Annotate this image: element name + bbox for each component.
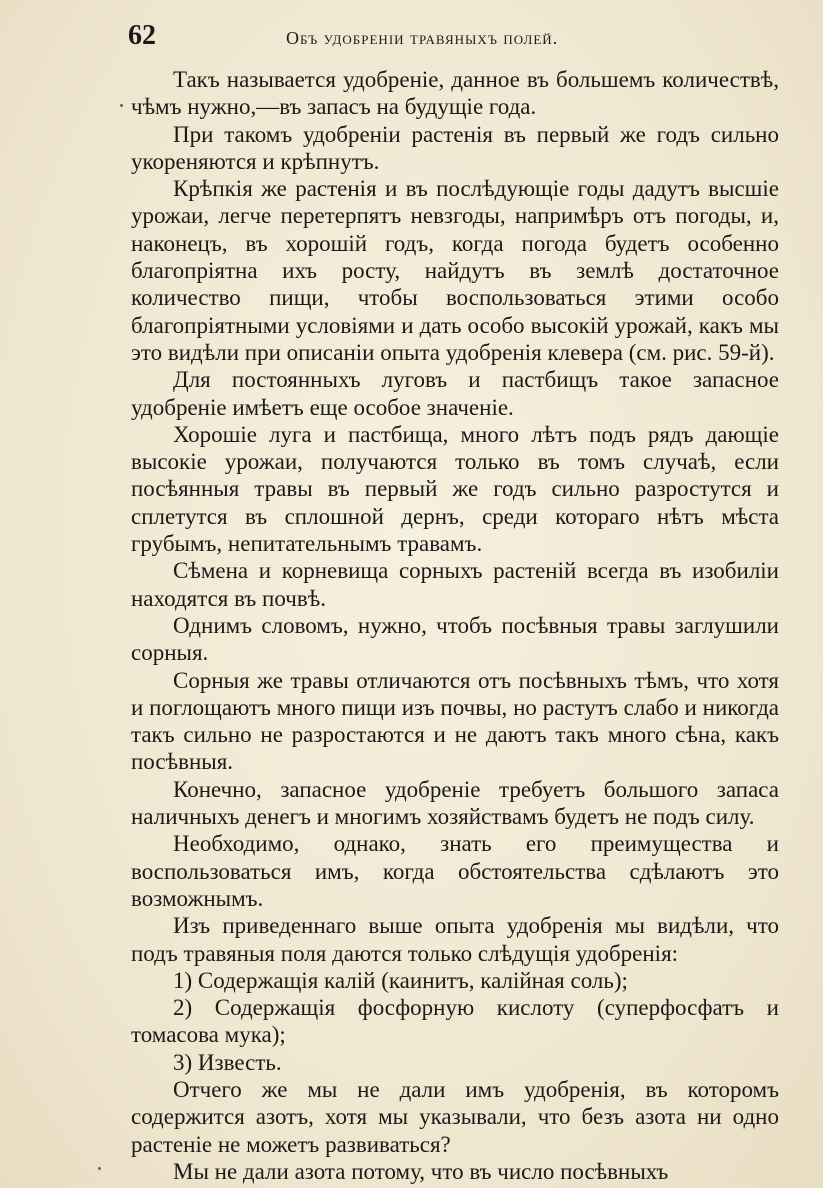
paragraph: Для постоянныхъ луговъ и пастбищъ такое запасное удобреніе имѣетъ еще особое значеніе.	[131, 367, 779, 420]
paragraph: Крѣпкія же растенія и въ послѣдующіе годы дадутъ высшіе урожаи, легче перетерпятъ невзгоды, напримѣръ отъ погоды, и, наконецъ, въ хорошій годъ, когда погода будетъ особенно благопріятна ихъ росту, найдутъ въ землѣ достаточное количество пищи, чтобы воспользоваться этими особо благопріятными условіями и дать особо высокій урожай, какъ мы это видѣли при описаніи опыта удобренія клевера (см. рис. 59-й).	[131, 176, 779, 365]
page-header	[128, 20, 778, 56]
paragraph: Конечно, запасное удобреніе требуетъ большого запаса наличныхъ денегъ и многимъ хозяйствамъ будетъ не подъ силу.	[131, 776, 779, 830]
body-text	[131, 66, 779, 1185]
page-number: 62	[128, 20, 156, 51]
paragraph: Хорошіе луга и пастбища, много лѣтъ подъ рядъ дающіе высокіе урожаи, получаются только въ томъ случаѣ, если посѣянныя травы въ первый же годъ сильно разростутся и сплетутся въ сплошной дернъ, среди котораго нѣтъ мѣста грубымъ, непитательнымъ травамъ.	[131, 421, 779, 557]
paragraph: Такъ называется удобреніе, данное въ большемъ количествѣ, чѣмъ нужно,—въ запасъ на будущіе года.	[131, 67, 779, 120]
list-item: 2) Содержащія фосфорную кислоту (суперфосфатъ и томасова мука);	[131, 995, 779, 1048]
paragraph: Мы не дали азота потому, что въ число посѣвныхъ	[173, 1158, 669, 1184]
paragraph: Сорныя же травы отличаются отъ посѣвныхъ тѣмъ, что хотя и поглощаютъ много пищи изъ почвы, но растутъ слабо и никогда такъ сильно не разростаются и не даютъ такъ много сѣна, какъ посѣвныя.	[131, 667, 779, 775]
paragraph: Отчего же мы не дали имъ удобренія, въ которомъ содержится азотъ, хотя мы указывали, что безъ азота ни одно растеніе не можетъ развиваться?	[131, 1076, 779, 1157]
list-item: 1) Содержащія калій (каинитъ, калійная соль);	[173, 967, 628, 993]
print-speck	[98, 1167, 101, 1170]
paragraph: Изъ приведеннаго выше опыта удобренія мы видѣли, что подъ травяныя поля даются только слѣдущія удобренія:	[131, 913, 779, 966]
paragraph: Сѣмена и корневища сорныхъ растеній всегда въ изобиліи находятся въ почвѣ.	[131, 558, 779, 611]
paragraph: Необходимо, однако, знать его преимущества и воспользоваться имъ, когда обстоятельства сдѣлаютъ это возможнымъ.	[131, 831, 779, 911]
paragraph: При такомъ удобреніи растенія въ первый же годъ сильно укореняются и крѣпнутъ.	[131, 121, 779, 174]
print-speck	[120, 104, 123, 107]
list-item: 3) Известь.	[173, 1049, 282, 1075]
paragraph: Однимъ словомъ, нужно, чтобъ посѣвныя травы заглушили сорныя.	[131, 612, 779, 666]
running-title: Объ удобреніи травяныхъ полей.	[286, 28, 559, 48]
